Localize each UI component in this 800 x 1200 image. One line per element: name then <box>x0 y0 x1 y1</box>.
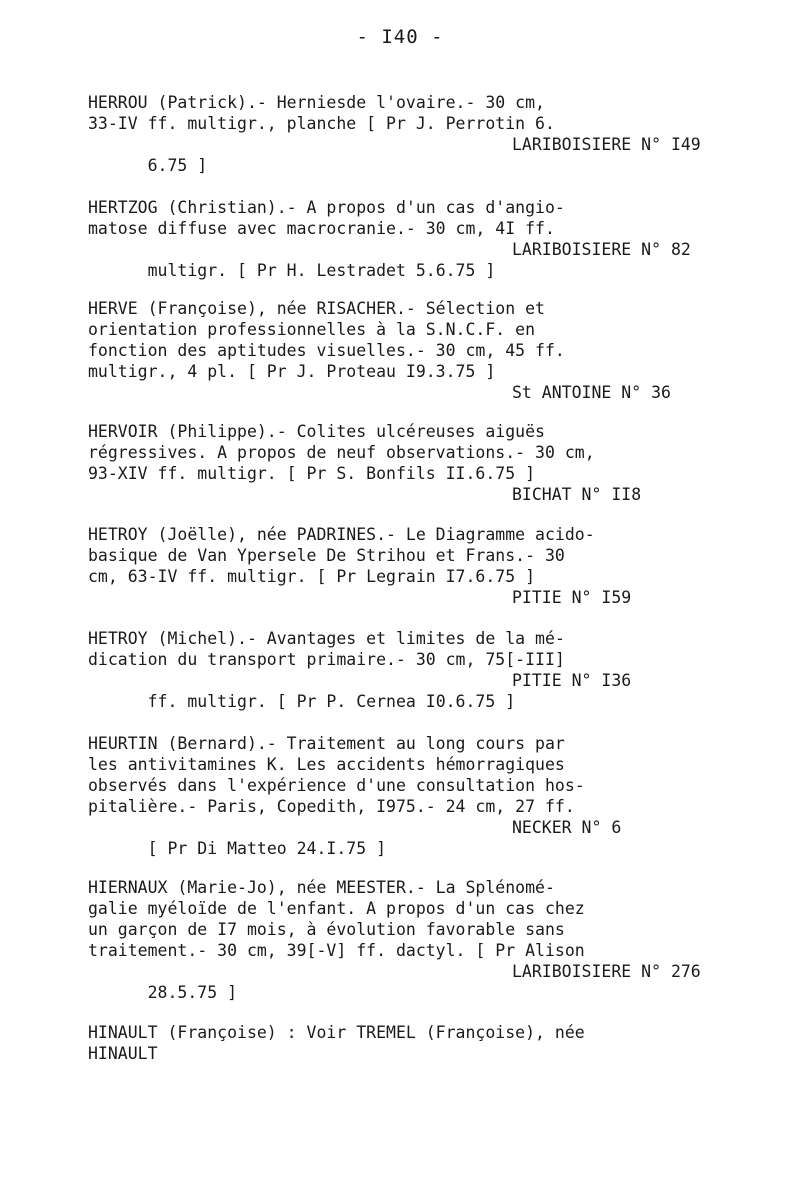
entry-line: orientation professionnelles à la S.N.C.F. en <box>88 320 536 339</box>
entry-line: multigr., 4 pl. [ Pr J. Proteau I9.3.75 ] <box>88 362 496 381</box>
entry-line: basique de Van Ypersele De Strihou et Frans.- 30 <box>88 546 565 565</box>
entry-line: pitalière.- Paris, Copedith, I975.- 24 cm, 27 ff. <box>88 797 575 816</box>
catalog-entry-herve <box>88 298 728 403</box>
entry-line: traitement.- 30 cm, 39[-V] ff. dactyl. [ Pr Alison <box>88 941 585 960</box>
entry-line: HINAULT (Françoise) : Voir TREMEL (Françoise), née <box>88 1023 585 1042</box>
entry-line: fonction des aptitudes visuelles.- 30 cm, 45 ff. <box>88 341 565 360</box>
entry-line: 33-IV ff. multigr., planche [ Pr J. Perrotin 6. <box>88 114 555 133</box>
catalog-entry-heurtin <box>88 733 728 858</box>
entry-line: 28.5.75 ] <box>147 983 238 1002</box>
entry-line: galie myéloïde de l'enfant. A propos d'un cas chez <box>88 899 585 918</box>
entry-line: 93-XIV ff. multigr. [ Pr S. Bonfils II.6.75 ] <box>88 464 536 483</box>
entry-line: HERVE (Françoise), née RISACHER.- Sélection et <box>88 299 545 318</box>
entry-location: St ANTOINE N° 36 <box>512 383 671 402</box>
entry-line: HEURTIN (Bernard).- Traitement au long cours par <box>88 734 565 753</box>
entry-location: LARIBOISIERE N° 276 <box>512 962 701 981</box>
catalog-entry-hertzog <box>88 197 728 280</box>
entry-location: LARIBOISIERE N° I49 <box>512 135 701 154</box>
catalog-entry-hetroy-joelle <box>88 524 728 608</box>
entry-line: dication du transport primaire.- 30 cm, 75[-III] <box>88 650 565 669</box>
entry-location: BICHAT N° II8 <box>512 485 642 504</box>
catalog-entry-hetroy-michel <box>88 628 728 711</box>
entry-line: cm, 63-IV ff. multigr. [ Pr Legrain I7.6.75 ] <box>88 567 536 586</box>
entry-line: un garçon de I7 mois, à évolution favorable sans <box>88 920 565 939</box>
entry-line: HETROY (Joëlle), née PADRINES.- Le Diagramme acido- <box>88 525 595 544</box>
entry-location: LARIBOISIERE N° 82 <box>512 240 691 259</box>
entry-line: 6.75 ] <box>147 156 208 175</box>
entry-line: HIERNAUX (Marie-Jo), née MEESTER.- La Splénomé- <box>88 878 555 897</box>
entry-line: multigr. [ Pr H. Lestradet 5.6.75 ] <box>147 261 496 280</box>
entry-line: [ Pr Di Matteo 24.I.75 ] <box>147 839 387 858</box>
entry-line: ff. multigr. [ Pr P. Cernea I0.6.75 ] <box>147 692 516 711</box>
catalog-entry-hinault <box>88 1022 728 1064</box>
entry-line: HINAULT <box>88 1044 158 1063</box>
entry-location: PITIE N° I36 <box>512 671 632 690</box>
page-number: - I40 - <box>356 26 444 48</box>
entry-line: les antivitamines K. Les accidents hémorragiques <box>88 755 565 774</box>
entry-location: NECKER N° 6 <box>512 818 622 837</box>
entry-line: observés dans l'expérience d'une consultation hos- <box>88 776 585 795</box>
entry-line: HERVOIR (Philippe).- Colites ulcéreuses aiguës <box>88 422 545 441</box>
catalog-entry-herrou <box>88 92 728 175</box>
entry-line: matose diffuse avec macrocranie.- 30 cm, 4I ff. <box>88 219 555 238</box>
entry-line: HERROU (Patrick).- Herniesde l'ovaire.- 30 cm, <box>88 93 545 112</box>
entry-line: HETROY (Michel).- Avantages et limites de la mé- <box>88 629 565 648</box>
entry-line: régressives. A propos de neuf observations.- 30 cm, <box>88 443 595 462</box>
catalog-entry-hiernaux <box>88 877 728 1002</box>
catalog-entry-hervoir <box>88 421 728 505</box>
entry-line: HERTZOG (Christian).- A propos d'un cas d'angio- <box>88 198 565 217</box>
entry-location: PITIE N° I59 <box>512 588 632 607</box>
